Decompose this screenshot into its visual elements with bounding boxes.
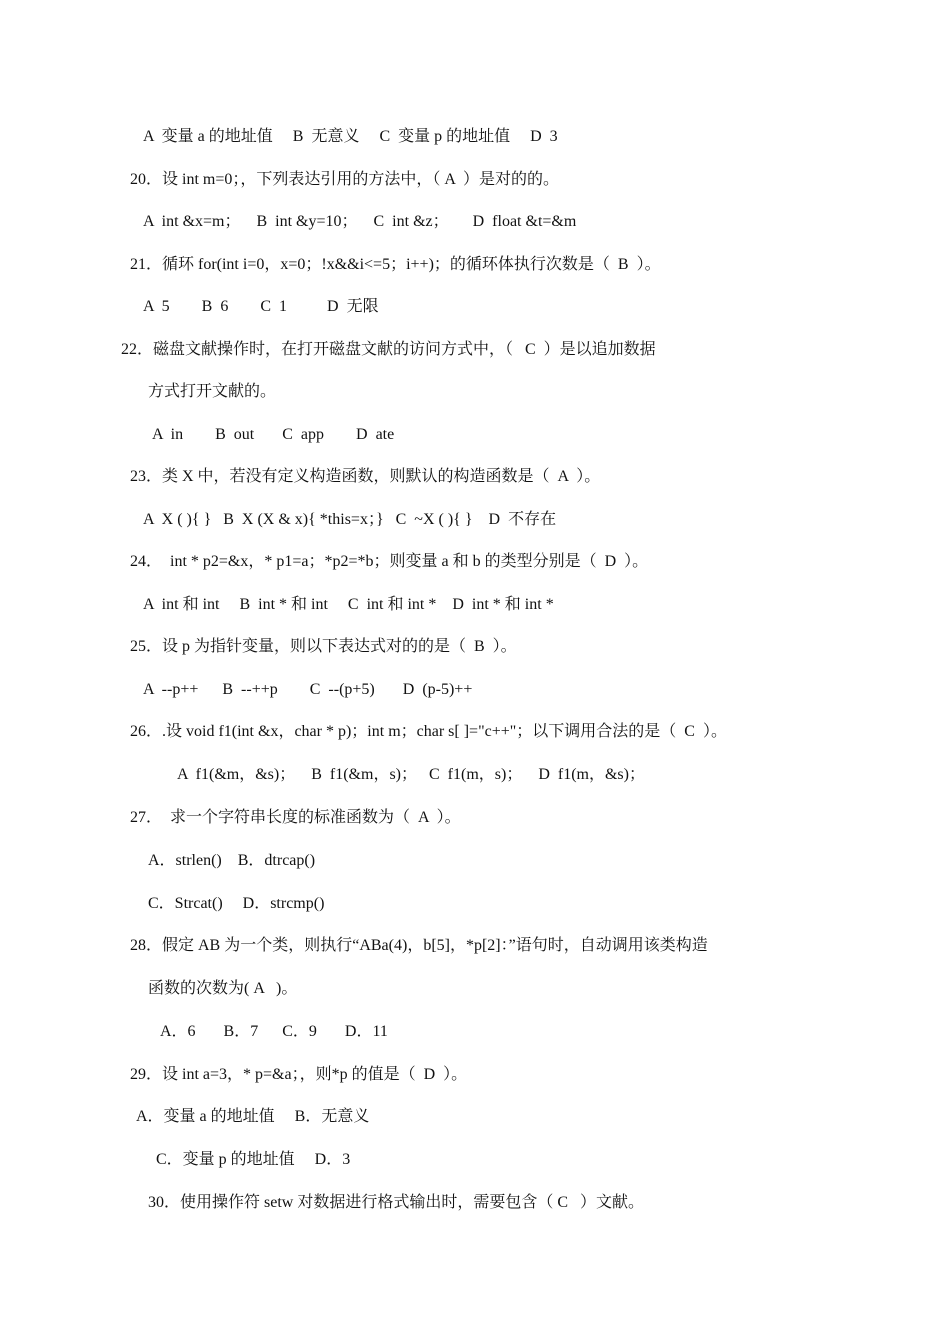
q28-question: 28．假定 AB 为一个类，则执行“ABa(4)，b[5]，*p[2]：”语句时，自动调用该类构造 xyxy=(130,937,708,954)
q22-question: 22．磁盘文献操作时，在打开磁盘文献的访问方式中，（ C ）是以追加数据 xyxy=(121,341,656,358)
q19-options: A 变量 a 的地址值 B 无意义 C 变量 p 的地址值 D 3 xyxy=(143,128,558,145)
q22-question-continued: 方式打开文献的。 xyxy=(148,383,277,400)
q20-options: A int &x=m； B int &y=10； C int &z； D float &t=&m xyxy=(143,213,577,230)
q21-options: A 5 B 6 C 1 D 无限 xyxy=(143,298,379,315)
q28-options: A．6 B．7 C．9 D．11 xyxy=(160,1023,388,1040)
q21-question: 21．循环 for(int i=0，x=0；!x&&i<=5；i++)；的循环体执行次数是（ B ）。 xyxy=(130,256,661,273)
q26-question: 26．.设 void f1(int &x，char * p)；int m；char s[ ]="c++"；以下调用合法的是（ C ）。 xyxy=(130,723,727,740)
q29-options-row-2: C．变量 p 的地址值 D．3 xyxy=(156,1151,351,1168)
q23-question: 23．类 X 中，若没有定义构造函数，则默认的构造函数是（ A ）。 xyxy=(130,468,601,485)
q23-options: A X ( ){ } B X (X & x){ *this=x；} C ~X ( ){ } D 不存在 xyxy=(143,511,557,528)
q27-options-row-2: C．Strcat() D．strcmp() xyxy=(148,895,325,912)
q20-question: 20．设 int m=0；，下列表达引用的方法中，（ A ）是对的的。 xyxy=(130,171,560,188)
q25-options: A --p++ B --++p C --(p+5) D (p-5)++ xyxy=(143,681,473,698)
q28-question-continued: 函数的次数为( A )。 xyxy=(148,980,298,997)
q27-question: 27． 求一个字符串长度的标准函数为（ A ）。 xyxy=(130,809,461,826)
q29-question: 29．设 int a=3，* p=&a；，则*p 的值是（ D ）。 xyxy=(130,1066,468,1083)
q30-question: 30．使用操作符 setw 对数据进行格式输出时，需要包含（ C ）文献。 xyxy=(148,1194,645,1211)
q27-options-row-1: A．strlen() B．dtrcap() xyxy=(148,852,316,869)
q24-options: A int 和 int B int * 和 int C int 和 int * D int * 和 int * xyxy=(143,596,554,613)
q24-question: 24． int * p2=&x，* p1=a；*p2=*b；则变量 a 和 b 的类型分别是（ D ）。 xyxy=(130,553,649,570)
q26-options: A f1(&m，&s)； B f1(&m，s)； C f1(m，s)； D f1(m，&s)； xyxy=(177,766,645,783)
q25-question: 25．设 p 为指针变量，则以下表达式对的的是（ B ）。 xyxy=(130,638,517,655)
q29-options-row-1: A．变量 a 的地址值 B．无意义 xyxy=(136,1108,370,1125)
q22-options: A in B out C app D ate xyxy=(152,426,395,443)
